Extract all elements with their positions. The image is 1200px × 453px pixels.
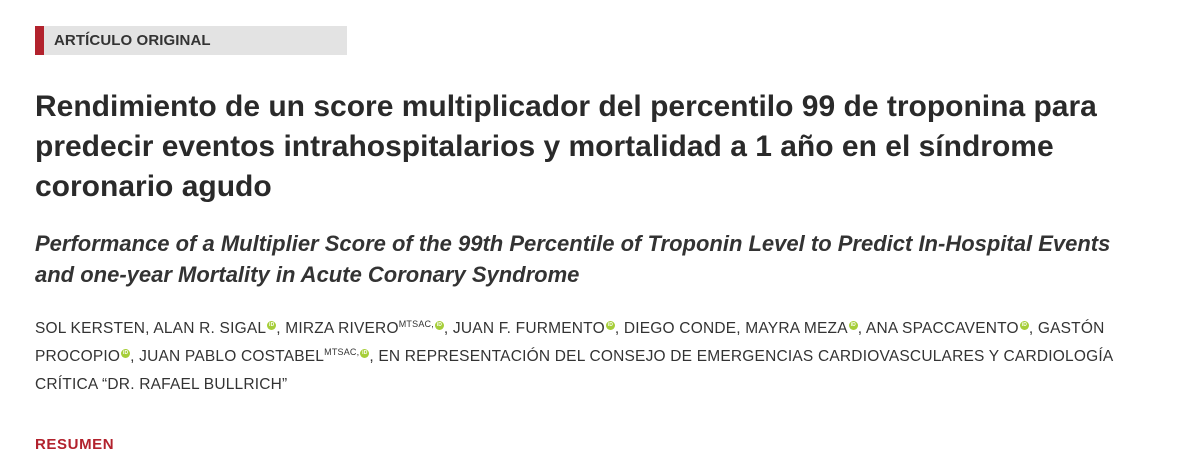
author-text: , JUAN F. FURMENTO	[443, 320, 605, 337]
orcid-icon[interactable]: iD	[850, 322, 856, 328]
article-subtitle-english: Performance of a Multiplier Score of the 99th Percentile of Troponin Level to Predict In-Hospital Events and one-year Mortality in Acute Coronary Syndrome	[35, 231, 1111, 287]
author-text: ALAN R. SIGAL	[153, 320, 267, 337]
article-title: Rendimiento de un score multiplicador del percentilo 99 de troponina para predecir eventos intrahospitalarios y mortalidad a 1 año en el síndrome coronario agudo	[35, 90, 1097, 203]
author-text: , EN REPRESENTACIÓN DEL CONSEJO DE EMERGENCIAS CARDIOVASCULARES Y CARDIOLOGÍA CRÍTICA “DR. RAFAEL BULLRICH”	[35, 348, 1113, 393]
author-text: , MIRZA RIVERO	[276, 320, 399, 337]
article-type-label: ARTÍCULO ORIGINAL	[54, 32, 211, 49]
orcid-icon[interactable]: iD	[1021, 322, 1028, 328]
orcid-icon[interactable]: iD	[122, 350, 129, 356]
abstract-heading: RESUMEN	[35, 436, 115, 453]
author-text: , DIEGO CONDE, MAYRA MEZA	[614, 320, 848, 337]
author-text: , GASTÓN PROCOPIO	[35, 320, 1105, 365]
orcid-icon[interactable]: iD	[362, 350, 368, 356]
orcid-icon[interactable]: iD	[269, 322, 275, 328]
author-text: , JUAN PABLO COSTABEL	[130, 348, 325, 365]
author-text: , ANA SPACCAVENTO	[857, 320, 1019, 337]
orcid-icon[interactable]: iD	[436, 322, 443, 328]
article-type-tag	[35, 26, 347, 55]
author-affiliation-superscript: MTSAC,	[324, 347, 360, 357]
orcid-icon[interactable]: iD	[607, 322, 614, 328]
article-tag-accent-bar	[35, 26, 44, 55]
author-affiliation-superscript: MTSAC,	[398, 319, 434, 329]
author-list	[35, 315, 1155, 399]
author-text: SOL KERSTEN,	[35, 320, 154, 337]
